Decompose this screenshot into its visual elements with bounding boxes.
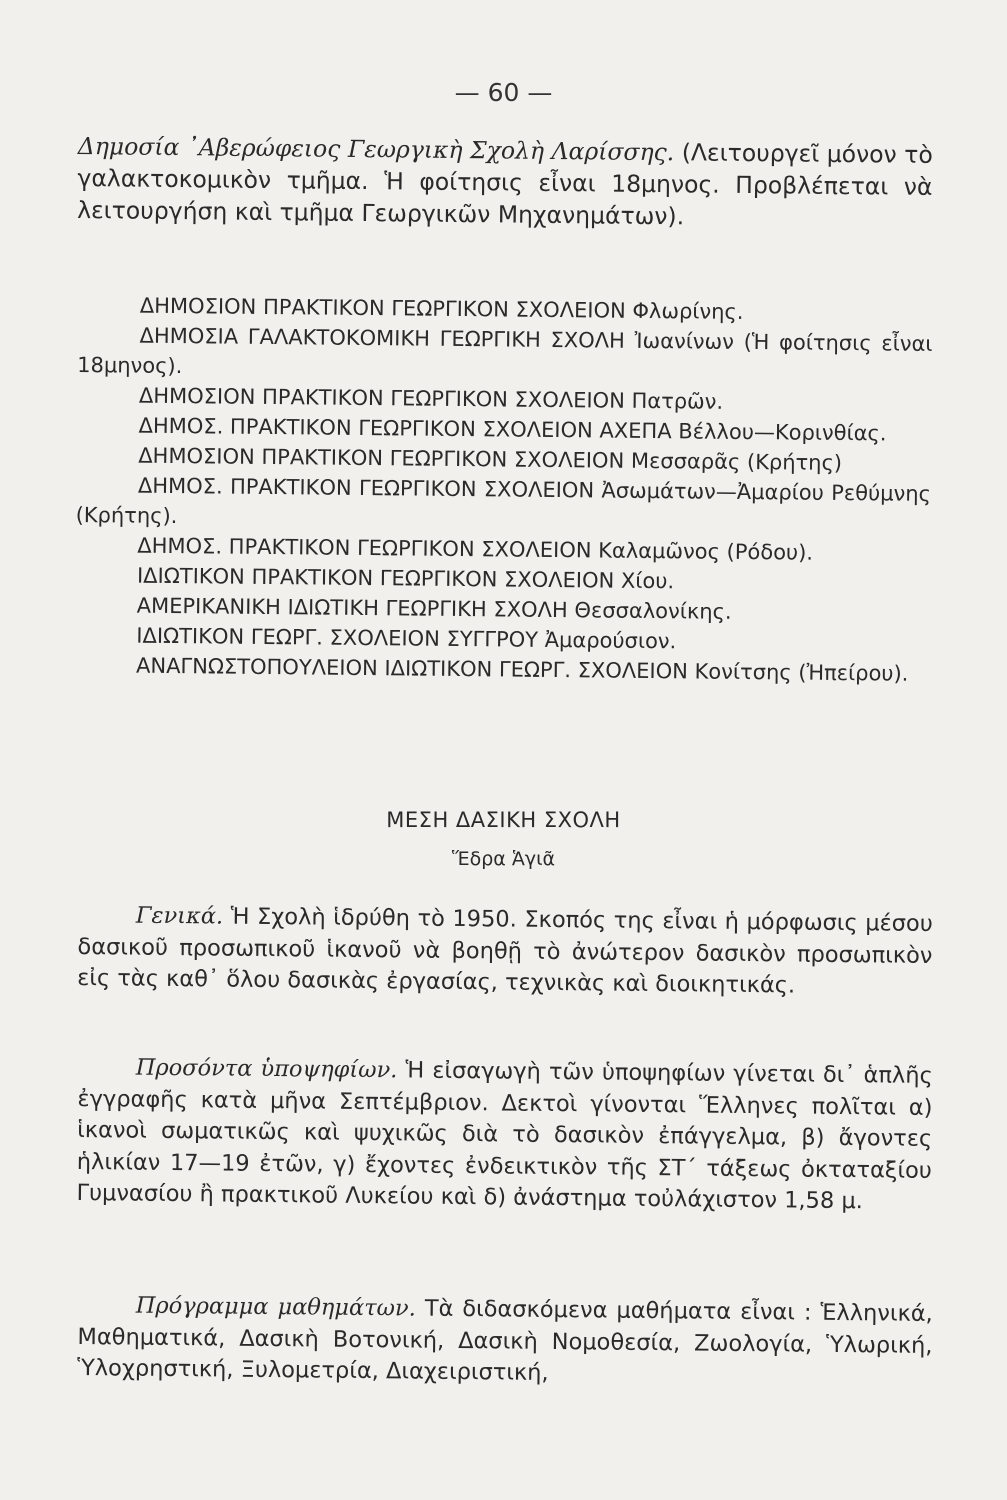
section-subheading: Ἕδρα Ἁγιᾶ [451,848,556,870]
list-item: ΑΜΕΡΙΚΑΝΙΚΗ ΙΔΙΩΤΙΚΗ ΓΕΩΡΓΙΚΗ ΣΧΟΛΗ Θεσσαλονίκης. [136,593,732,624]
section-heading: ΜΕΣΗ ΔΑΣΙΚΗ ΣΧΟΛΗ [386,808,621,832]
paragraph-label: Προσόντα ὑποψηφίων. [135,1054,398,1084]
paragraph-text: Ἡ Σχολὴ ἱδρύθη τὸ 1950. Σκοπός της εἶναι ἡ μόρφωσις μέσου δασικοῦ προσωπικοῦ ἱκανοῦ νὰ βοηθῇ τὸ ἀνώτερον δασικὸν προσωπικὸν εἰς τὰς καθ᾿ ὅλου δασικὰς ἐργασίας, τεχνικὰς καὶ διοικητικάς. [77,903,933,999]
list-item: ΔΗΜΟΣΙΟΝ ΠΡΑΚΤΙΚΟΝ ΓΕΩΡΓΙΚΟΝ ΣΧΟΛΕΙΟΝ Φλωρίνης. [139,293,744,324]
intro-paragraph [77,130,933,235]
school-list [74,290,933,689]
intro-text: (Λειτουργεῖ μόνον τὸ γαλακτοκομικὸν τμῆμα. Ἡ φοίτησις εἶναι 18μηνος. Προβλέπεται νὰ λειτουργήση καὶ τμῆμα Γεωργικῶν Μηχανημάτων). [77,138,933,231]
list-item: ΔΗΜΟΣ. ΠΡΑΚΤΙΚΟΝ ΓΕΩΡΓΙΚΟΝ ΣΧΟΛΕΙΟΝ Ἀσωμάτων—Ἀμαρίου Ρεθύμνης (Κρήτης). [75,473,932,529]
list-item: ΙΔΙΩΤΙΚΟΝ ΓΕΩΡΓ. ΣΧΟΛΕΙΟΝ ΣΥΓΓΡΟΥ Ἀμαρούσιον. [136,623,677,654]
paragraph-prosonta [76,1052,933,1218]
list-item: ΔΗΜΟΣΙΟΝ ΠΡΑΚΤΙΚΟΝ ΓΕΩΡΓΙΚΟΝ ΣΧΟΛΕΙΟΝ Μεσσαρᾶς (Κρήτης) [138,443,843,476]
list-item: ΑΝΑΓΝΩΣΤΟΠΟΥΛΕΙΟΝ ΙΔΙΩΤΙΚΟΝ ΓΕΩΡΓ. ΣΧΟΛΕΙΟΝ Κονίτσης (Ἠπείρου). [135,653,909,686]
paragraph-text: Ἡ εἰσαγωγὴ τῶν ὑποψηφίων γίνεται δι᾿ ἁπλῆς ἐγγραφῆς κατὰ μῆνα Σεπτέμβριον. Δεκτοὶ γίνονται Ἕλληνες πολῖται α) ἱκανοὶ σωματικῶς καὶ ψυχικῶς διὰ τὸ δασικὸν ἐπάγγελμα, β) ἄγοντες ἡλικίαν 17—19 ἐτῶν, γ) ἔχοντες ἐνδεικτικὸν τῆς ΣΤ΄ τάξεως ὀκταταξίου Γυμνασίου ἢ πρακτικοῦ Λυκείου καὶ δ) ἀνάστημα τοὐλάχιστον 1,58 μ. [76,1057,933,1215]
intro-title: Δημοσία ᾿Αβερώφειος Γεωργικὴ Σχολὴ Λαρίσσης. [77,131,675,167]
list-item: ΔΗΜΟΣΙΑ ΓΑΛΑΚΤΟΚΟΜΙΚΗ ΓΕΩΡΓΙΚΗ ΣΧΟΛΗ Ἰωανίνων (Ἡ φοίτησις εἶναι 18μηνος). [77,323,933,379]
paragraph-text: Τὰ διδασκόμενα μαθήματα εἶναι : Ἑλληνικά, Μαθηματικά, Δασικὴ Βοτονική, Δασικὴ Νομοθεσία, Ζωολογία, Ὑλωρική, Ὑλοχρηστική, Ξυλομετρία, Διαχειριστική, [77,1295,933,1386]
list-item: ΔΗΜΟΣΙΟΝ ΠΡΑΚΤΙΚΟΝ ΓΕΩΡΓΙΚΟΝ ΣΧΟΛΕΙΟΝ Πατρῶν. [138,383,724,414]
list-item: ΔΗΜΟΣ. ΠΡΑΚΤΙΚΟΝ ΓΕΩΡΓΙΚΟΝ ΣΧΟΛΕΙΟΝ Καλαμῶνος (Ρόδου). [137,533,814,565]
list-item: ΔΗΜΟΣ. ΠΡΑΚΤΙΚΟΝ ΓΕΩΡΓΙΚΟΝ ΣΧΟΛΕΙΟΝ ΑΧΕΠΑ Βέλλου—Κορινθίας. [138,413,887,446]
paragraph-label: Γενικά. [135,902,224,930]
paragraph-programma [77,1290,933,1393]
paragraph-genika [77,900,933,1003]
page-number: — 60 — [454,78,553,107]
paragraph-label: Πρόγραμμα μαθημάτων. [135,1292,416,1322]
list-item: ΙΔΙΩΤΙΚΟΝ ΠΡΑΚΤΙΚΟΝ ΓΕΩΡΓΙΚΟΝ ΣΧΟΛΕΙΟΝ Χίου. [136,563,675,594]
